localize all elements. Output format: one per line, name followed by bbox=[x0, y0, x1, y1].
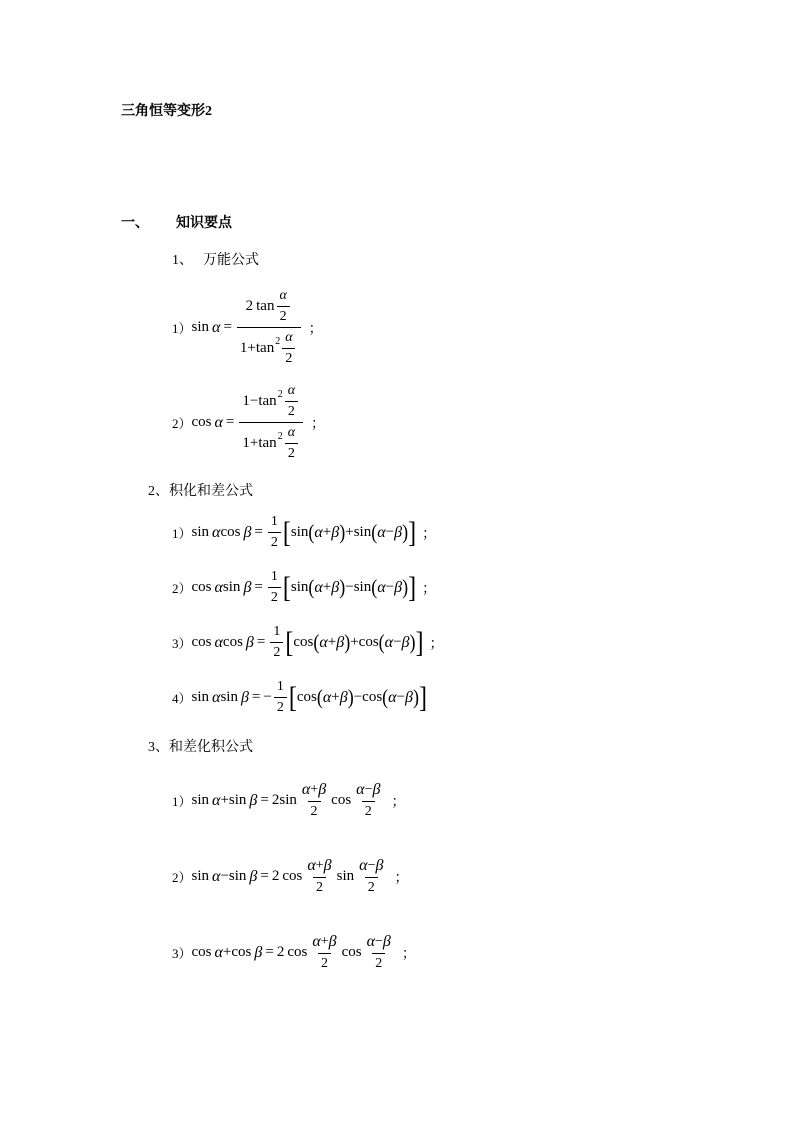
formula-product-sin-cos: 1） sin α cos β = $\frac{1}{2}$ [ sin ( α + β ) + sin ( α − β ) ] ； bbox=[172, 514, 437, 550]
page-title: 三角恒等变形2 bbox=[121, 104, 212, 119]
subsection-heading-3: 3、和差化积公式 bbox=[148, 740, 253, 755]
formula-sum-sin-plus-sin: 1） sin α + sin β = 2 sin α + β 2 cos α − β 2 ； bbox=[172, 781, 406, 819]
formula-label: 1） bbox=[172, 526, 192, 541]
formula-label: 1） bbox=[172, 794, 192, 809]
formula-label: 2） bbox=[172, 581, 192, 596]
formula-product-cos-sin: 2） cos α sin β = $\frac{1}{2}$ [ sin ( α + β ) − sin ( α − β ) ] ； bbox=[172, 569, 437, 605]
formula-label: 2） bbox=[172, 870, 192, 885]
formula-product-sin-sin: 4） sin α sin β = − $\frac{1}{2}$ [ cos ( α + β ) − cos ( α − β ) ] bbox=[172, 679, 428, 715]
formula-universal-sin: 1） sin α = 2 tan $\frac{\alpha}{2}$ 1 + tan 2 $\frac{\alpha}{2}$ ； bbox=[172, 288, 323, 366]
formula-sum-sin-minus-sin: 2） sin α − sin β = 2 cos α + β 2 sin α − β 2 ； bbox=[172, 857, 409, 895]
formula-label: 3） bbox=[172, 946, 192, 961]
fraction: 2 tan $\frac{\alpha}{2}$ 1 + tan 2 $\frac{\alpha}{2}$ bbox=[237, 288, 301, 367]
formula-sum-cos-plus-cos: 3） cos α + cos β = 2 cos α + β 2 cos α − β 2 ； bbox=[172, 933, 416, 971]
formula-label: 1） bbox=[172, 321, 192, 336]
formula-label: 4） bbox=[172, 691, 192, 706]
formula-label: 3） bbox=[172, 636, 192, 651]
subsection-number-1: 1、 bbox=[172, 253, 193, 268]
formula-universal-cos: 2） cos α = 1 − tan 2 $\frac{\alpha}{2}$ 1 + tan 2 $\frac{\alpha}{2}$ ； bbox=[172, 383, 326, 461]
subsection-heading-2: 2、积化和差公式 bbox=[148, 484, 253, 499]
formula-product-cos-cos: 3） cos α cos β = $\frac{1}{2}$ [ cos ( α + β ) + cos ( α − β ) ] ； bbox=[172, 624, 444, 660]
fraction: 1 − tan 2 $\frac{\alpha}{2}$ 1 + tan 2 $\frac{\alpha}{2}$ bbox=[239, 383, 303, 462]
subsection-heading-1: 万能公式 bbox=[203, 253, 259, 268]
section-heading: 知识要点 bbox=[176, 216, 232, 231]
section-number: 一、 bbox=[121, 216, 149, 231]
formula-label: 2） bbox=[172, 416, 192, 431]
